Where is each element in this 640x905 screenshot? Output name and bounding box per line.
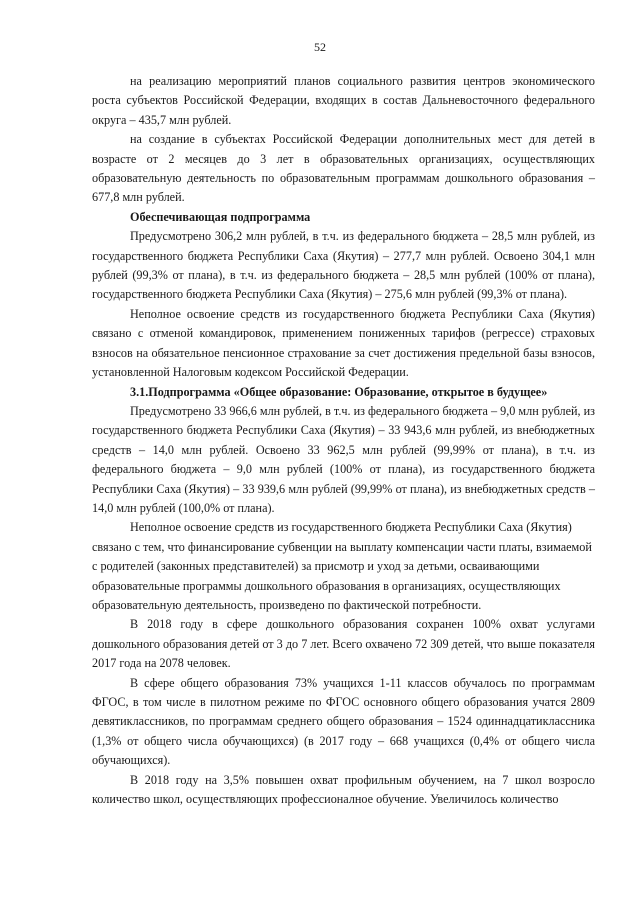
paragraph-profile-education: В 2018 году на 3,5% повышен охват профильным обучением, на 7 школ возросло количество школ, осуществляющих профессионалное обучение. Увеличилось количество [92, 772, 595, 807]
section-heading-supporting-subprogram: Обеспечивающая подпрограмма [130, 209, 311, 224]
paragraph-supporting-funding: Предусмотрено 306,2 млн рублей, в т.ч. из федерального бюджета – 28,5 млн рублей, из государственного бюджета Республики Саха (Якутия) – 277,7 млн рублей. Освоено 304,1 млн рублей (99,3% от плана), в т.ч. из федерального бюджета – 28,5 млн рублей (100% от плана), государственного бюджета Республики Саха (Якутия) – 275,6 млн рублей (99,3% от плана). [92, 229, 595, 302]
paragraph-supporting-underspend: Неполное освоение средств из государственного бюджета Республики Саха (Якутия) связано с отменой командировок, применением пониженных тарифов (регрессе) страховых взносов на обязательное пенсионное страхование за счет достижения предельной базы взносов, установленной Налоговым кодексом Российской Федерации. [92, 306, 595, 380]
paragraph-general-education-underspend: Неполное освоение средств из государственного бюджета Республики Саха (Якутия) связано с тем, что финансирование субвенции на выплату компенсации части платы, взимаемой с родителей (законных представителей) за присмотр и уход за детьми, осваивающими образовательные программы дошкольного образования в организациях, осуществляющих образовательную деятельность, произведено по фактической потребности. [92, 520, 592, 612]
paragraph-preschool-places: на создание в субъектах Российской Федерации дополнительных мест для детей в возрасте от 2 месяцев до 3 лет в образовательных организациях, осуществляющих образовательную деятельность по образовательным программам дошкольного образования – 677,8 млн рублей. [92, 132, 595, 205]
paragraph-fgos: В сфере общего образования 73% учащихся 1-11 классов обучалось по программам ФГОС, в том числе в пилотном режиме по ФГОС основного общего образования учатся 2809 девятиклассников, по программам среднего общего образования – 1524 одиннадцатиклассника (1,3% от общего числа обучающихся) (в 2017 году – 668 учащихся (0,4% от общего числа обучающихся). [92, 675, 595, 768]
section-heading-general-education: 3.1.Подпрограмма «Общее образование: Образование, открытое в будущее» [130, 384, 548, 399]
page-number: 52 [314, 40, 326, 54]
paragraph-general-education-funding: Предусмотрено 33 966,6 млн рублей, в т.ч. из федерального бюджета – 9,0 млн рублей, из государственного бюджета Республики Саха (Якутия) – 33 943,6 млн рублей, из внебюджетных средств – 14,0 млн рублей. Освоено 33 962,5 млн рублей (99,99% от плана), в т.ч. из федерального бюджета – 9,0 млн рублей (100% от плана), из государственного бюджета Республики Саха (Якутия) – 33 939,6 млн рублей (99,99% от плана), из внебюджетных средств – 14,0 млн рублей (100,0% от плана). [92, 403, 595, 515]
body-text [92, 72, 595, 809]
paragraph-centers-of-growth: на реализацию мероприятий планов социального развития центров экономического роста субъектов Российской Федерации, входящих в состав Дальневосточного федерального округа – 435,7 млн рублей. [92, 74, 595, 127]
paragraph-preschool-coverage: В 2018 году в сфере дошкольного образования сохранен 100% охват услугами дошкольного образования детей от 3 до 7 лет. Всего охвачено 72 309 детей, что выше показателя 2017 года на 2078 человек. [92, 617, 595, 671]
